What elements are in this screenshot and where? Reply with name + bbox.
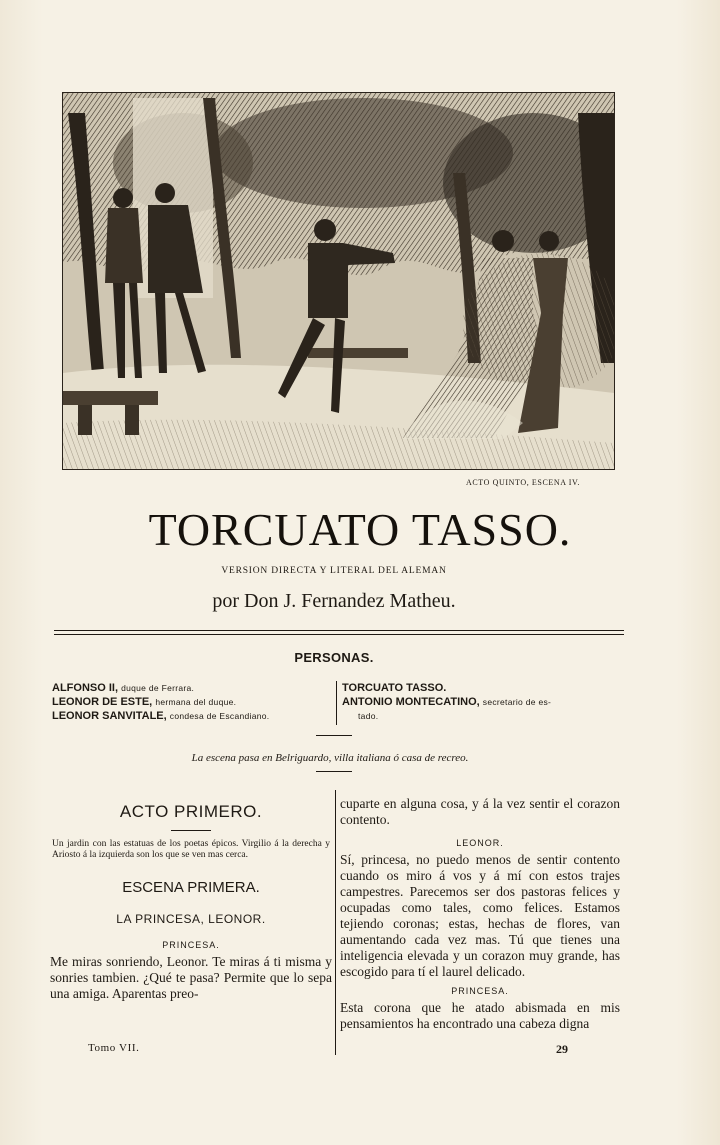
- cast-name: TORCUATO TASSO.: [342, 682, 447, 694]
- speaker-label: LEONOR.: [456, 838, 504, 848]
- act-title-rule: [171, 830, 211, 831]
- cast-name: LEONOR SANVITALE,: [52, 710, 167, 722]
- engraving-illustration: [62, 92, 615, 470]
- text-column-right: [340, 796, 620, 1032]
- scene-characters: LA PRINCESA, LEONOR.: [116, 912, 266, 926]
- cast-role: condesa de Escandiano.: [169, 711, 270, 721]
- text-column-left: [50, 796, 332, 1002]
- cast-list-right: [342, 681, 620, 723]
- dialogue-text: cuparte en alguna cosa, y á la vez sentir el corazon contento.: [340, 796, 620, 827]
- translation-note: VERSION DIRECTA Y LITERAL DEL ALEMAN: [221, 566, 447, 576]
- cast-entry: [342, 695, 620, 709]
- cast-name: LEONOR DE ESTE,: [52, 696, 153, 708]
- double-rule-bottom: [54, 634, 624, 635]
- double-rule-top: [54, 630, 624, 631]
- illustration-caption: ACTO QUINTO, ESCENA IV.: [465, 478, 580, 487]
- dialogue-text: Sí, princesa, no puedo menos de sentir contento cuando os miro á vos y á mí con estos trajes campestres. Parecemos ser dos pastoras felices y ocupadas como tales, como felices. Estamos tejiendo coronas; estas, hechas de flores, van aumentando cada vez mas. Tú que tienes una inteligencia elevada y un corazon muy grande, has escogido para tí el laurel delicado.: [340, 852, 620, 979]
- speaker-label: PRINCESA.: [451, 986, 509, 996]
- act-title: ACTO PRIMERO.: [119, 802, 263, 821]
- personas-heading: PERSONAS.: [294, 650, 374, 665]
- scene-title: ESCENA PRIMERA.: [122, 879, 260, 896]
- cast-role: hermana del duque.: [155, 697, 237, 707]
- cast-name: ALFONSO II,: [52, 682, 118, 694]
- volume-signature: Tomo VII.: [88, 1042, 140, 1054]
- cast-role: duque de Ferrara.: [121, 683, 195, 693]
- cast-role-continuation: tado.: [358, 711, 379, 721]
- engraving-garden-scene: [63, 93, 614, 469]
- cast-divider: [336, 681, 337, 725]
- dialogue-text: Esta corona que he atado abismada en mis pensamientos ha encontrado una cabeza digna: [340, 1000, 620, 1031]
- stage-direction: Un jardin con las estatuas de los poetas épicos. Virgilio á la derecha y Ariosto á la izquierda son los que se ven mas cerca.: [52, 839, 330, 860]
- dialogue-text: Me miras sonriendo, Leonor. Te miras á ti misma y sonries tambien. ¿Qué te pasa? Permite que lo sepa una amiga. Aparentas preo-: [50, 954, 332, 1001]
- page-number: 29: [556, 1042, 568, 1056]
- scene-note-rule-bottom: [316, 771, 352, 772]
- cast-entry: [52, 695, 332, 709]
- speaker-label: PRINCESA.: [162, 940, 220, 950]
- cast-entry: [52, 709, 332, 723]
- cast-name: ANTONIO MONTECATINO,: [342, 696, 480, 708]
- cast-entry: [52, 681, 332, 695]
- play-title: TORCUATO TASSO.: [148, 504, 572, 555]
- column-divider: [335, 790, 336, 1055]
- scene-setting-note: La escena pasa en Belriguardo, villa italiana ó casa de recreo.: [191, 752, 469, 764]
- cast-role: secretario de es-: [482, 697, 552, 707]
- translator-credit: por Don J. Fernandez Matheu.: [212, 590, 456, 612]
- cast-list-left: [52, 681, 332, 723]
- cast-entry: [342, 681, 620, 695]
- scene-note-rule-top: [316, 735, 352, 736]
